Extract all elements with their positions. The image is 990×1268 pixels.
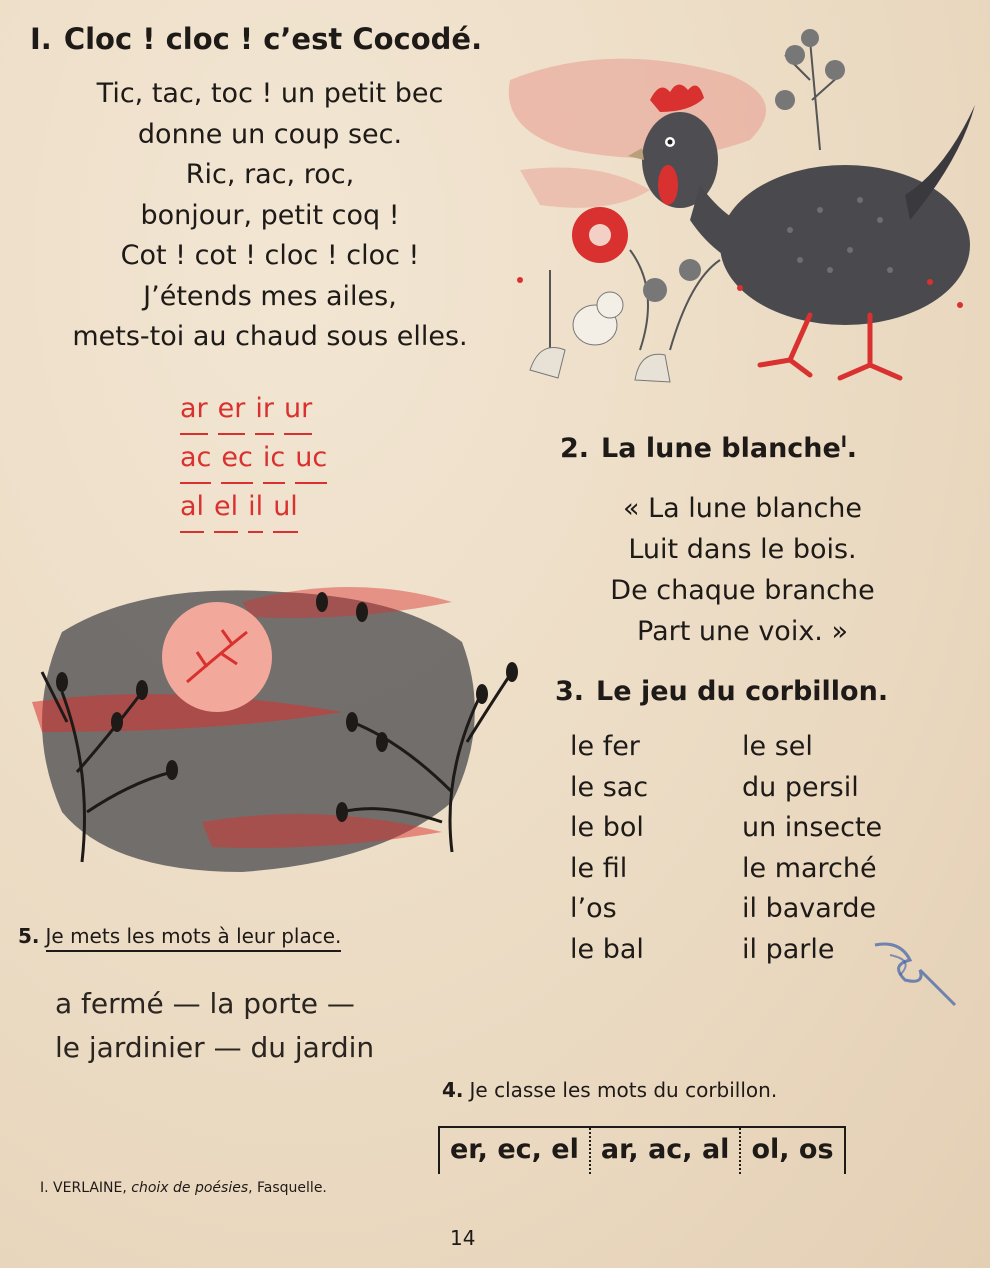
syllable: er <box>218 386 246 435</box>
footnote-author: VERLAINE, <box>53 1180 127 1196</box>
section-2-heading: 2. La lune blanche$^I$. <box>560 432 858 464</box>
word-item: il parle <box>742 933 835 965</box>
word-item: le marché <box>742 852 877 884</box>
poem-line: bonjour, petit coq ! <box>140 199 400 231</box>
table-column-header: ar, ac, al <box>589 1128 740 1174</box>
ink-scribble <box>870 935 960 1010</box>
table-column-header: ol, os <box>739 1128 843 1174</box>
poem-lune-blanche <box>570 488 915 652</box>
footnote-work: choix de poésies <box>131 1180 249 1196</box>
syllable: al <box>180 484 204 533</box>
poem-line: Tic, tac, toc ! un petit bec <box>96 78 444 109</box>
syllable: ac <box>180 435 211 484</box>
section-3-number: 3. <box>555 676 585 707</box>
word-item: le bol <box>570 812 644 843</box>
syllable: uc <box>295 435 327 484</box>
exercise-5-words <box>55 982 374 1070</box>
section-2-number: 2. <box>560 433 590 464</box>
syllable-row <box>180 435 337 484</box>
syllable-row <box>180 386 337 435</box>
poem-line: donne un coup sec. <box>137 118 403 150</box>
syllable: el <box>214 484 238 533</box>
poem-line: « La lune blanche <box>622 493 863 524</box>
section-3-title: Le jeu du corbillon. <box>596 676 889 707</box>
footnote-publisher: , Fasquelle. <box>248 1180 327 1196</box>
section-2-title: La lune blanche <box>601 433 841 464</box>
moon-tree-illustration <box>22 572 527 892</box>
syllable: ec <box>221 435 252 484</box>
word-item: le sac <box>570 771 649 803</box>
section-1-number: I. <box>30 22 52 56</box>
footnote-number: I. <box>40 1180 49 1196</box>
poem-line: mets-toi au chaud sous elles. <box>72 321 468 352</box>
poem-line: Ric, rac, roc, <box>185 159 355 190</box>
syllable: il <box>248 484 263 533</box>
exercise-line: le jardinier — du jardin <box>55 1031 375 1064</box>
poem-line: J’étends mes ailes, <box>143 280 397 312</box>
word-item: le sel <box>742 731 813 762</box>
word-item: il bavarde <box>742 893 877 924</box>
classification-table <box>438 1126 846 1174</box>
word-item: du persil <box>742 771 859 803</box>
word-item: le fer <box>570 731 640 762</box>
word-item: le bal <box>570 933 644 965</box>
section-5-heading <box>18 924 341 948</box>
section-4-heading <box>442 1078 777 1102</box>
footnote-mark: I <box>840 432 847 451</box>
syllable-grid <box>180 386 337 533</box>
poem-line: Luit dans le bois. <box>628 534 857 565</box>
corbillon-left-column <box>570 727 648 970</box>
section-1-title: Cloc ! cloc ! c’est Cocodé. <box>63 22 483 56</box>
section-3-heading <box>555 676 888 707</box>
corbillon-right-column <box>742 727 882 970</box>
syllable: ir <box>255 386 274 435</box>
poem-line: Cot ! cot ! cloc ! cloc ! <box>120 240 420 271</box>
word-item: un insecte <box>742 812 883 843</box>
exercise-line: a fermé — la porte — <box>55 987 355 1020</box>
poem-line: De chaque branche <box>610 575 875 606</box>
syllable: ar <box>180 386 208 435</box>
word-item: le fil <box>570 852 628 884</box>
footnote <box>40 1180 327 1196</box>
section-4-title: Je classe les mots du corbillon. <box>469 1078 778 1102</box>
section-5-number: 5. <box>18 924 40 948</box>
poem-line: Part une voix. » <box>637 616 848 647</box>
table-column-header: er, ec, el <box>450 1134 579 1165</box>
syllable: ul <box>273 484 298 533</box>
hen-illustration <box>490 20 990 400</box>
section-1-heading <box>30 22 482 56</box>
syllable: ur <box>284 386 312 435</box>
syllable-row <box>180 484 337 533</box>
section-4-number: 4. <box>442 1078 464 1102</box>
word-item: l’os <box>570 893 617 924</box>
poem-cocode <box>20 74 520 358</box>
page-number: 14 <box>450 1226 476 1250</box>
syllable: ic <box>263 435 285 484</box>
section-5-title: Je mets les mots à leur place. <box>46 924 342 952</box>
